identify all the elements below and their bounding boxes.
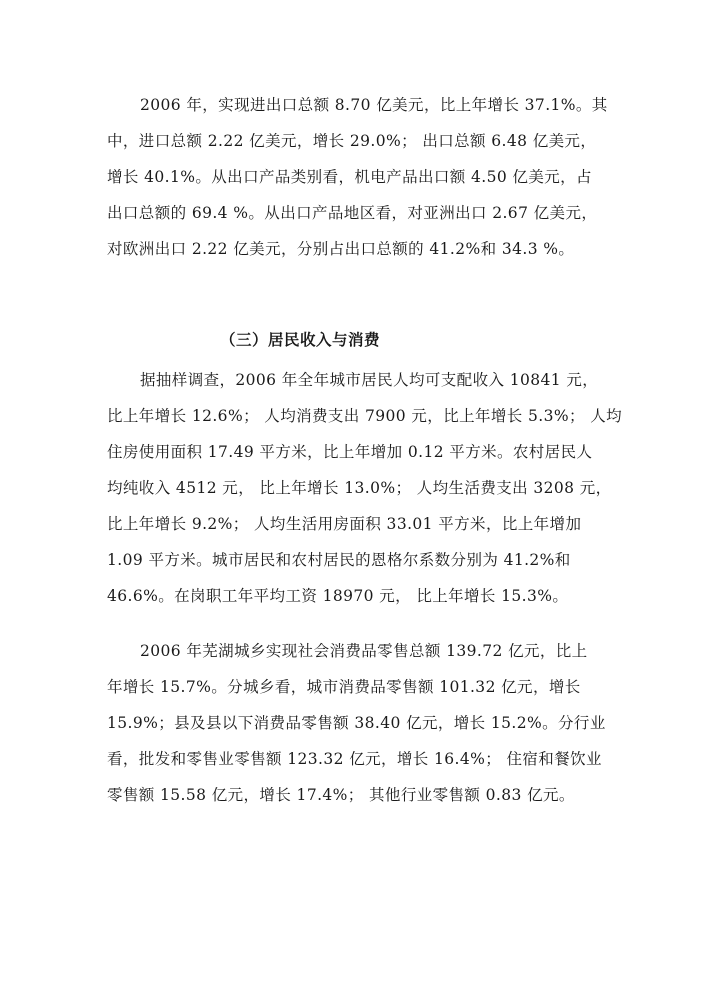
text-line: 中，进口总额 2.22 亿美元，增长 29.0%； 出口总额 6.48 亿美元， (107, 132, 597, 150)
text-line: 对欧洲出口 2.22 亿美元，分别占出口总额的 41.2%和 34.3 %。 (107, 240, 575, 258)
text-line: 比上年增长 9.2%； 人均生活用房面积 33.01 平方米，比上年增加 (107, 515, 582, 533)
text-line: 15.9%；县及县以下消费品零售额 38.40 亿元，增长 15.2%。分行业 (107, 714, 606, 732)
text-line: 住房使用面积 17.49 平方米，比上年增加 0.12 平方米。农村居民人 (107, 443, 593, 461)
text-line: 出口总额的 69.4 %。从出口产品地区看，对亚洲出口 2.67 亿美元， (107, 204, 598, 222)
text-line: 据抽样调查，2006 年全年城市居民人均可支配收入 10841 元， (140, 371, 599, 389)
paragraph-retail (107, 633, 607, 813)
section-heading: （三）居民收入与消费 (220, 330, 381, 349)
text-line: 比上年增长 12.6%； 人均消费支出 7900 元，比上年增长 5.3%； 人均 (107, 407, 623, 425)
text-line: 年增长 15.7%。分城乡看，城市消费品零售额 101.32 亿元，增长 (107, 678, 581, 696)
text-line: 1.09 平方米。城市居民和农村居民的恩格尔系数分别为 41.2%和 (107, 551, 571, 569)
text-line: 零售额 15.58 亿元，增长 17.4%； 其他行业零售额 0.83 亿元。 (107, 786, 575, 804)
text-line: 看，批发和零售业零售额 123.32 亿元，增长 16.4%； 住宿和餐饮业 (107, 750, 602, 768)
paragraph-income (107, 362, 623, 614)
paragraph-trade (107, 87, 607, 267)
text-line: 均纯收入 4512 元， 比上年增长 13.0%； 人均生活费支出 3208 元， (107, 479, 612, 497)
text-line: 2006 年芜湖城乡实现社会消费品零售总额 139.72 亿元，比上 (140, 642, 588, 660)
text-line: 增长 40.1%。从出口产品类别看，机电产品出口额 4.50 亿美元，占 (107, 168, 592, 186)
text-line: 2006 年，实现进出口总额 8.70 亿美元，比上年增长 37.1%。其 (140, 96, 608, 114)
text-line: 46.6%。在岗职工年平均工资 18970 元， 比上年增长 15.3%。 (107, 587, 569, 605)
